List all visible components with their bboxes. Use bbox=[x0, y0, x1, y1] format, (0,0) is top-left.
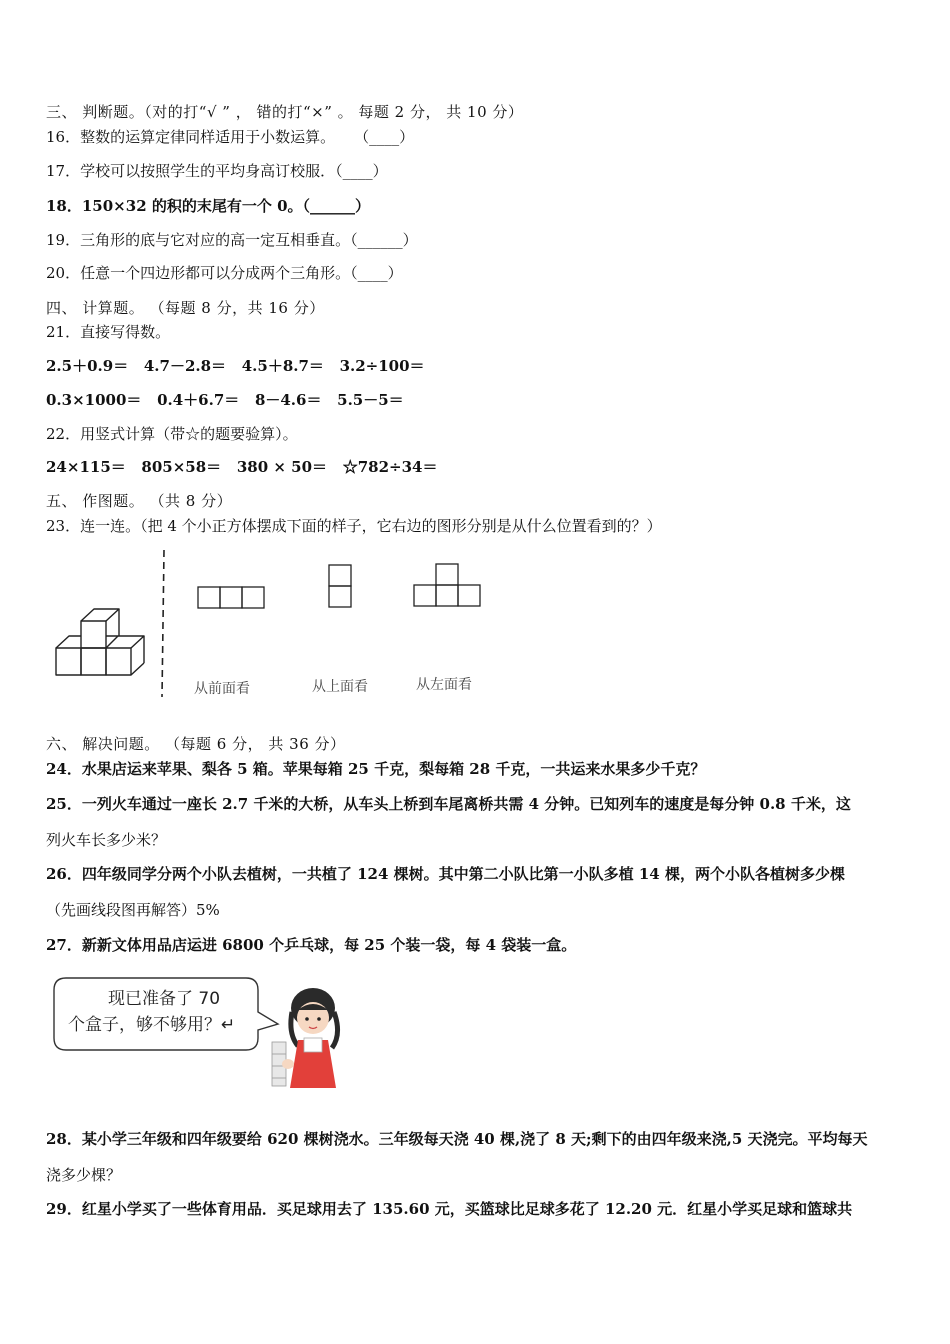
question-28-line-2: 浇多少棵？ bbox=[46, 1166, 122, 1184]
question-26-line-2: （先画线段图再解答）5% bbox=[46, 901, 220, 919]
question-21: 21．直接写得数。 bbox=[46, 323, 171, 341]
section-5-title: 五、 作图题。 （共 8 分） bbox=[46, 492, 233, 510]
girl-illustration bbox=[272, 988, 338, 1088]
label-top-view: 从上面看 bbox=[312, 679, 368, 695]
question-20: 20．任意一个四边形都可以分成两个三角形。（____） bbox=[46, 264, 403, 282]
section-6-title: 六、 解决问题。 （每题 6 分， 共 36 分） bbox=[46, 735, 346, 753]
calc-row-2: 0.3×1000＝ 0.4＋6.7＝ 8－4.6＝ 5.5－5＝ bbox=[46, 391, 404, 409]
bubble-text-1: 现已准备了 70 bbox=[108, 989, 221, 1009]
calc-row-1: 2.5＋0.9＝ 4.7－2.8＝ 4.5＋8.7＝ 3.2÷100＝ bbox=[46, 357, 425, 375]
question-18: 18．150×32 的积的末尾有一个 0。（______） bbox=[46, 197, 371, 215]
section-3-title: 三、 判断题。（对的打“√ ” ， 错的打“×” 。 每题 2 分， 共 10 分） bbox=[46, 103, 524, 121]
label-front-view: 从前面看 bbox=[194, 681, 250, 697]
question-29: 29．红星小学买了一些体育用品．买足球用去了 135.60 元，买篮球比足球多花了 12.20 元．红星小学买足球和篮球共 bbox=[46, 1200, 853, 1218]
cube-stack-drawing bbox=[56, 609, 144, 675]
question-25-line-1: 25．一列火车通过一座长 2.7 千米的大桥，从车头上桥到车尾离桥共需 4 分钟。已知列车的速度是每分钟 0.8 千米，这 bbox=[46, 795, 851, 813]
question-16: 16．整数的运算定律同样适用于小数运算。 （____） bbox=[46, 128, 415, 146]
calc-row-3: 24×115＝ 805×58＝ 380 × 50＝ ☆782÷34＝ bbox=[46, 458, 438, 476]
cube-views-figure bbox=[46, 545, 506, 705]
question-28-line-1: 28．某小学三年级和四年级要给 620 棵树浇水。三年级每天浇 40 棵,浇了 8 天;剩下的由四年级来浇,5 天浇完。平均每天 bbox=[46, 1130, 868, 1148]
bubble-text-2: 个盒子，够不够用？↵ bbox=[68, 1015, 236, 1035]
question-27: 27．新新文体用品店运进 6800 个乒乓球，每 25 个装一袋，每 4 袋装一盒。 bbox=[46, 936, 577, 954]
question-25-line-2: 列火车长多少米？ bbox=[46, 831, 167, 849]
section-4-title: 四、 计算题。 （每题 8 分，共 16 分） bbox=[46, 299, 325, 317]
question-17: 17．学校可以按照学生的平均身高订校服．（____） bbox=[46, 162, 388, 180]
front-view-shape bbox=[198, 587, 264, 608]
question-24: 24．水果店运来苹果、梨各 5 箱。苹果每箱 25 千克，梨每箱 28 千克，一共运来水果多少千克？ bbox=[46, 760, 706, 778]
question-22: 22．用竖式计算（带☆的题要验算）。 bbox=[46, 425, 298, 443]
left-view-shape bbox=[414, 564, 480, 606]
question-23: 23．连一连。（把 4 个小正方体摆成下面的样子，它右边的图形分别是从什么位置看到的？） bbox=[46, 517, 662, 535]
question-26-line-1: 26．四年级同学分两个小队去植树，一共植了 124 棵树。其中第二小队比第一小队多植 14 棵，两个小队各植树多少棵 bbox=[46, 865, 845, 883]
dashed-divider bbox=[162, 550, 164, 697]
question-19: 19．三角形的底与它对应的高一定互相垂直。（______） bbox=[46, 231, 418, 249]
label-left-view: 从左面看 bbox=[416, 677, 472, 693]
speech-bubble-illustration bbox=[46, 968, 366, 1098]
top-view-shape bbox=[329, 565, 351, 607]
